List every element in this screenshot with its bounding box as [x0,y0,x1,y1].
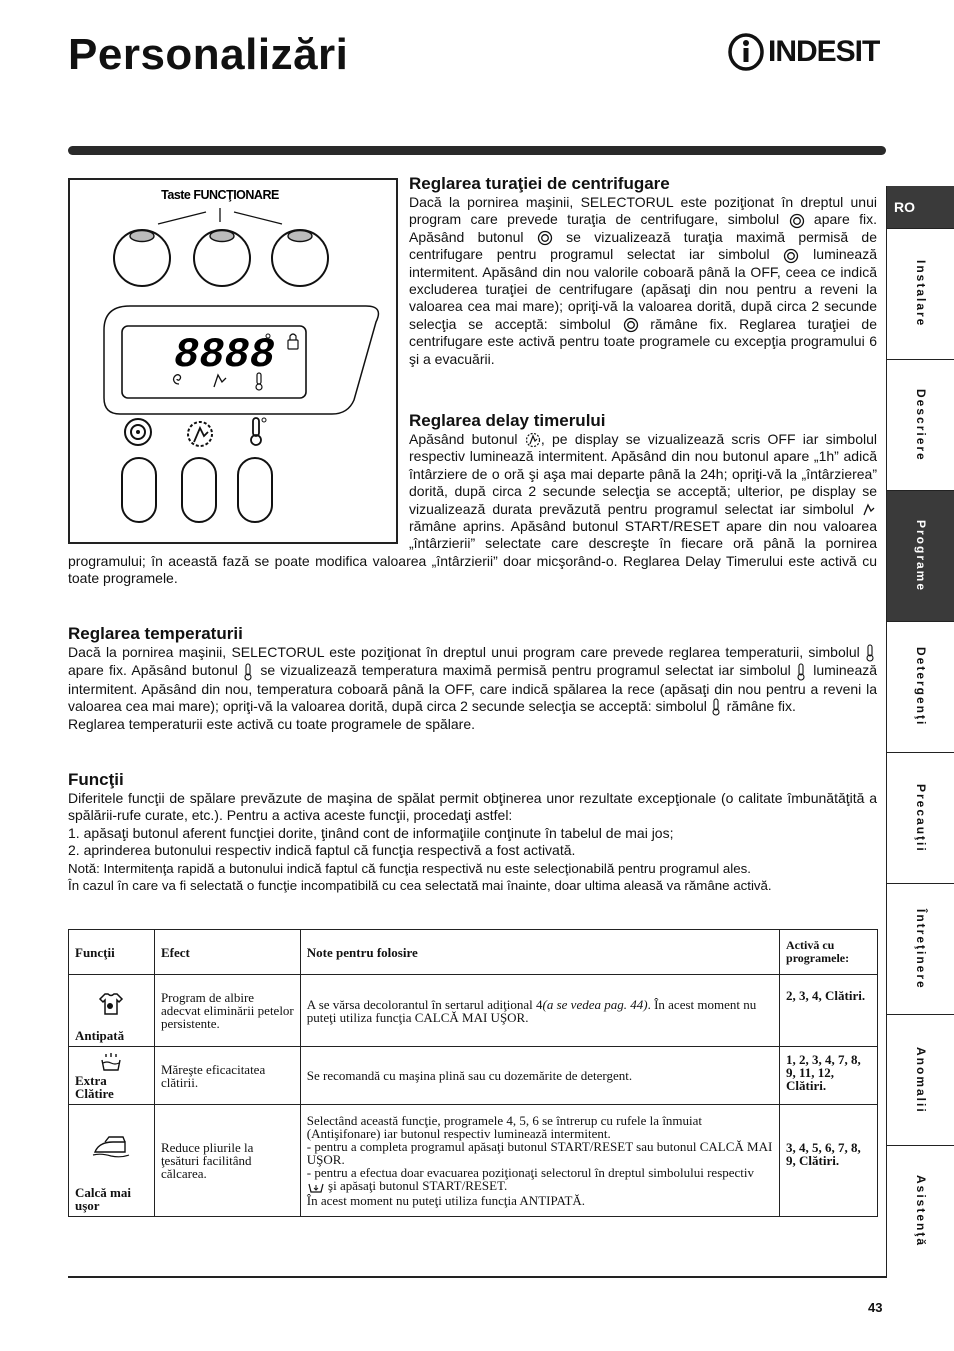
section-delay-title: Reglarea delay timerului [409,411,606,430]
sidebar-item-instalare[interactable]: Instalare [887,228,954,359]
spin-icon [783,248,799,264]
temperature-icon [711,698,723,716]
brand-logo [728,33,879,71]
temperature-icon [243,663,255,681]
section-functions-text: Diferitele funcţii de spălare prevăzute de maşina de spălat permit obţinerea unor rezultate excepţionale (o calitate îmbunătăţită a spălării-rufe curate, etc.). Pentru a activa aceste funcţii, procedaţi astfel: 1. apăsaţi butonul aferent funcţiei dorite, ţinând cont de informaţiile conţinute în tabelul de mai jos; 2. aprinderea butonului respectiv indică faptul că funcţia respectivă a fost activată. Notă: Intermitenţa rapidă a butonului indică faptul că funcţia respectivă nu este selecţionabilă pentru programul ales. În cazul în care va fi selectată o funcţie incompatibilă cu cea selectată mai înainte, doar ultima aleasă va rămâne activă. [68,790,877,894]
col-header-effect: Efect [154,930,300,975]
delay-timer-icon [861,502,877,518]
functions-table [68,929,878,1217]
sidebar-item-intretinere[interactable]: Întreţinere [887,883,954,1014]
function-button-2[interactable] [194,230,250,286]
col-header-functions: Funcţii [69,930,155,975]
sidebar-nav [886,186,954,1278]
section-spin-title: Reglarea turaţiei de centrifugare [409,174,670,193]
delay-timer-icon [525,432,541,448]
sidebar-item-detergenti[interactable]: Detergenţi [887,621,954,752]
section-delay-title-wrap [409,411,877,431]
function-antipata: Antipată [69,975,155,1047]
notes-calca-mai-usor: Selectând această funcţie, programele 4, 5, 6 se întrerup cu rufele la înmuiat (Antişifonare) iar butonul respectiv luminează intermitent. - pentru a completa programul apăsaţi butonul START/RESET sau butonul CALCĂ MAI UŞOR. - pentru a efectua doar evacuarea poziţionaţi selectorul în dreptul simbolului respectiv şi apăsaţi butonul START/RESET. În acest moment nu puteţi utiliza funcţia ANTIPATĂ. [300,1105,779,1217]
section-delay-text: Apăsând butonul , pe display se vizualizează scris OFF iar simbolul respectiv luminează intermitent. Apăsând din nou butonul apare „1h” adică întârziere de o oră şi aşa mai departe până la 24h; opriţi-vă la „întârzierea” dorită, după circa 2 secunde selecţia se acceptă; ulterior, pe display se vizualizează durata prevăzută pentru programul selectat iar simbolul rămâne aprins. Apăsând butonul START/RESET apare din nou valoarea „întârzierii” selectate care descreşte în fiecare oră până la pornirea programului; în această fază se poate modifica valoarea „întârzierii” doar micşorând-o. Reglarea Delay Timerului este activă cu toate programele. [68,431,878,587]
indesit-i-icon [728,33,764,71]
function-button-3[interactable] [272,230,328,286]
spin-icon [789,213,805,229]
sidebar-item-programe[interactable]: Programe [887,490,954,621]
footer-rule [68,1276,886,1278]
spin-icon [623,317,639,333]
section-spin-text: Dacă la pornirea maşinii, SELECTORUL este poziţionat în dreptul unui program care prevede turaţia de centrifugare, simbolul apare fix. Apăsând butonul se vizualizează turaţia maximă permisă de centrifugare pentru programul selectat iar simbolul luminează intermitent. Apăsând din nou valorile coboară până la OFF, ceea ce indică excluderea turaţiei de centrifugare (apăsaţi din nou pentru a reveni la valoarea cea mai mare); opriţi-vă la valoarea dorită, după circa 2 secunde selecţia se acceptă: simbolul rămâne fix. Reglarea turaţiei de centrifugare este activă pentru toate programele cu excepţia programului 6 şi a evacuării. [409,194,878,367]
temperature-icon [865,644,877,662]
temperature-icon [796,663,808,681]
section-functions [68,770,877,894]
function-extra-clatire: Extra Clătire [69,1047,155,1105]
drain-icon [307,1182,325,1194]
section-functions-title: Funcţii [68,770,124,789]
display-digits: 8888 [174,331,275,379]
sidebar-item-anomalii[interactable]: Anomalii [887,1014,954,1145]
iron-icon [91,1136,131,1158]
header-rule [68,146,886,155]
extra-rinse-icon [100,1052,122,1072]
table-row: Calcă mai uşor Reduce pliurile la ţesături facilitând călcarea. Selectând această funcţie, programele 4, 5, 6 se întrerup cu rufele la înmuiat (Antişifonare) iar butonul respectiv luminează intermitent. - pentru a completa programul apăsaţi butonul START/RESET sau butonul CALCĂ MAI UŞOR. - pentru a efectua doar evacuarea poziţionaţi selectorul în dreptul simbolului respectiv şi apăsaţi butonul START/RESET. În acest moment nu puteţi utiliza funcţia ANTIPATĂ. 3, 4, 5, 6, 7, 8, 9, Clătiri. [69,1105,878,1217]
shirt-stain-icon [98,991,124,1017]
table-row: Extra Clătire Măreşte eficacitatea clătirii. Se recomandă cu maşina plină sau cu dozemărite de detergent. 1, 2, 3, 4, 7, 8, 9, 11, 12, Clătiri. [69,1047,878,1105]
section-temperature-title: Reglarea temperaturii [68,624,243,643]
section-temperature-text: Dacă la pornirea maşinii, SELECTORUL este poziţionat în dreptul unui program care prevede reglarea temperaturii, simbolul apare fix. Apăsând butonul se vizualizează temperatura maximă permisă pentru programul selectat iar simbolul luminează intermitent. Apăsând din nou, temperatura coboară până la OFF, care indică spălarea la rece (apăsaţi din nou pentru a reveni la valoarea cea mai mare); opriţi-vă la valoarea dorită, după circa 2 secunde selecţia se acceptă: simbolul rămâne fix. Reglarea temperaturii este activă cu toate programele de spălare. [68,644,878,733]
panel-label: Taste FUNCŢIONARE [161,188,279,202]
table-header-row [69,930,878,975]
brand-name: INDESIT [768,35,880,68]
col-header-programs: Activă cu programele: [780,930,878,975]
col-header-notes: Note pentru folosire [300,930,779,975]
notes-antipata: A se vărsa decolorantul în sertarul adiţional 4(a se vedea pag. 44). În acest moment nu puteţi utiliza funcţia CALCĂ MAI UŞOR. [300,975,779,1047]
page-title: Personalizări [68,30,349,79]
function-button-1[interactable] [114,230,170,286]
lock-icon [288,334,298,349]
spin-icon [537,230,553,246]
sidebar-item-asistenta[interactable]: Asistenţă [887,1145,954,1276]
language-badge: RO [887,186,954,228]
sidebar-item-precautii[interactable]: Precauţii [887,752,954,883]
section-spin [409,174,877,368]
sidebar-item-descriere[interactable]: Descriere [887,359,954,490]
section-temperature [68,624,877,734]
page-number: 43 [868,1300,883,1315]
table-row: Antipată Program de albire adecvat eliminării petelor persistente. A se vărsa decolorantul în sertarul adiţional 4(a se vedea pag. 44). În acest moment nu puteţi utiliza funcţia CALCĂ MAI UŞOR. 2, 3, 4, Clătiri. [69,975,878,1047]
function-calca-mai-usor: Calcă mai uşor [69,1105,155,1217]
